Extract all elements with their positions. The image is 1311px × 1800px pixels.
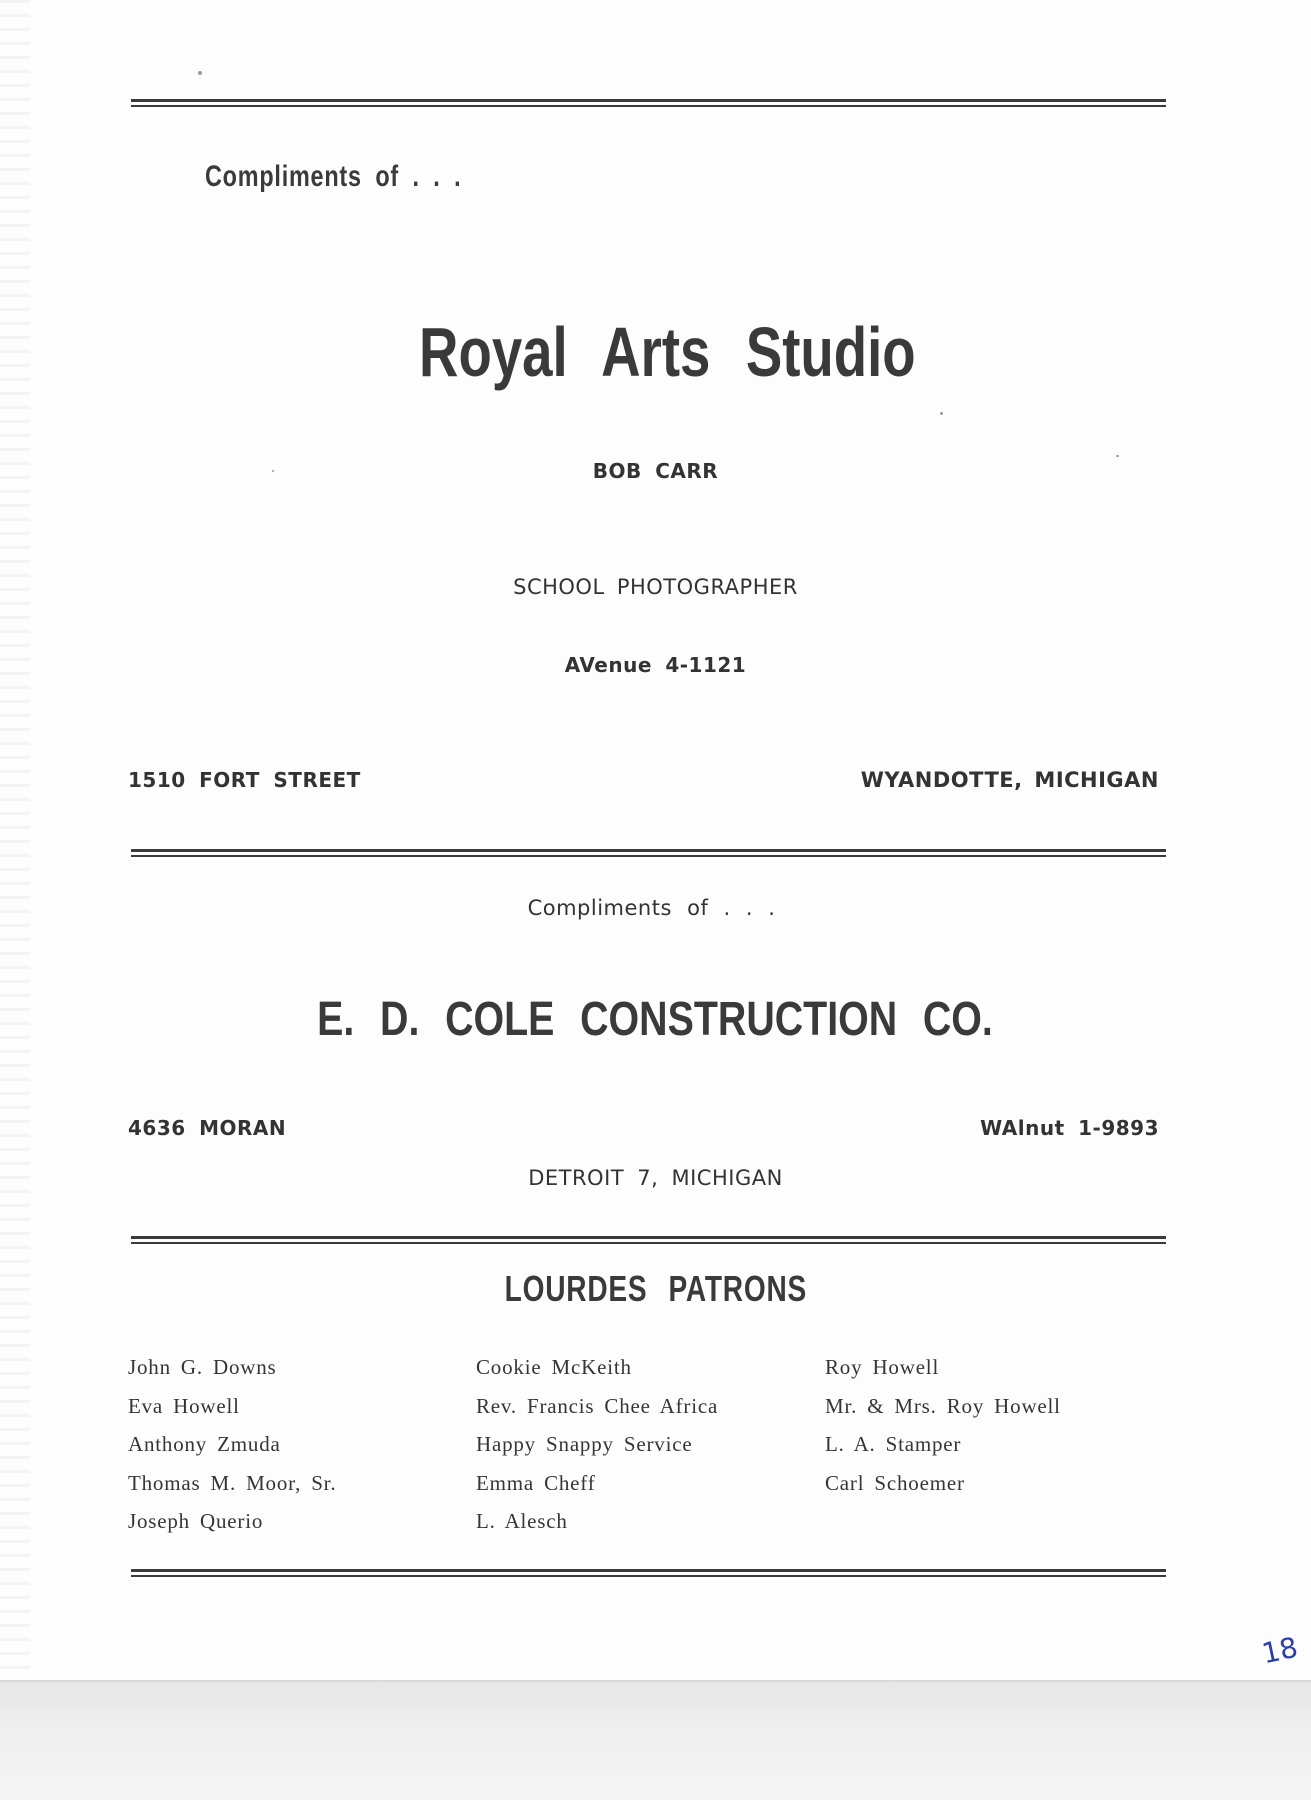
patron-name: Rev. Francis Chee Africa <box>476 1393 719 1418</box>
middle-divider-rule <box>131 849 1166 858</box>
ad1-compliments-label: Compliments of . . . <box>205 160 462 193</box>
patron-name: L. Alesch <box>476 1509 568 1533</box>
scan-speck <box>940 412 943 415</box>
scan-speck <box>1116 455 1119 457</box>
scan-edge-artifact <box>0 0 30 1680</box>
ad1-city: WYANDOTTE, MICHIGAN <box>860 768 1159 792</box>
patron-name: Cookie McKeith <box>476 1355 632 1379</box>
scan-speck <box>272 470 274 472</box>
ad1-owner: BOB CARR <box>592 459 719 483</box>
ad2-city: DETROIT 7, MICHIGAN <box>528 1166 783 1190</box>
patron-name: Emma Cheff <box>476 1470 596 1495</box>
ad2-business-name: E. D. COLE CONSTRUCTION CO. <box>317 993 994 1046</box>
patron-name: Anthony Zmuda <box>128 1432 281 1456</box>
patron-name: Happy Snappy Service <box>476 1432 693 1456</box>
patron-name: Carl Schoemer <box>825 1470 965 1495</box>
patron-name: Mr. & Mrs. Roy Howell <box>825 1393 1061 1418</box>
patrons-heading: LOURDES PATRONS <box>504 1268 807 1309</box>
patrons-column-1 <box>128 1352 336 1545</box>
patron-name: Roy Howell <box>825 1355 940 1379</box>
patrons-heading-wrap <box>0 1268 1311 1310</box>
ad1-business-name: Royal Arts Studio <box>419 313 916 391</box>
patron-name: John G. Downs <box>128 1355 277 1379</box>
ad1-business-name-wrap <box>0 312 1311 392</box>
handwritten-page-number: 18 <box>1258 1630 1301 1671</box>
ad1-address: 1510 FORT STREET <box>128 768 361 792</box>
patrons-column-2 <box>476 1352 718 1545</box>
patrons-top-rule <box>131 1236 1166 1245</box>
patron-name: Thomas M. Moor, Sr. <box>128 1470 337 1495</box>
scan-speck <box>198 71 202 75</box>
ad2-business-name-wrap <box>0 992 1311 1047</box>
ad1-role: SCHOOL PHOTOGRAPHER <box>513 575 798 599</box>
patrons-column-3 <box>825 1352 1061 1506</box>
ad2-address: 4636 MORAN <box>128 1116 287 1140</box>
patron-name: Joseph Querio <box>128 1509 264 1533</box>
ad2-phone: WAlnut 1-9893 <box>980 1116 1159 1140</box>
ad2-compliments-label: Compliments of . . . <box>527 896 776 920</box>
ad1-phone: AVenue 4-1121 <box>564 653 747 677</box>
bottom-divider-rule <box>131 1569 1166 1578</box>
top-divider-rule <box>131 99 1166 108</box>
scanner-bed-background <box>0 1682 1311 1800</box>
patron-name: L. A. Stamper <box>825 1432 962 1456</box>
patron-name: Eva Howell <box>128 1393 240 1418</box>
